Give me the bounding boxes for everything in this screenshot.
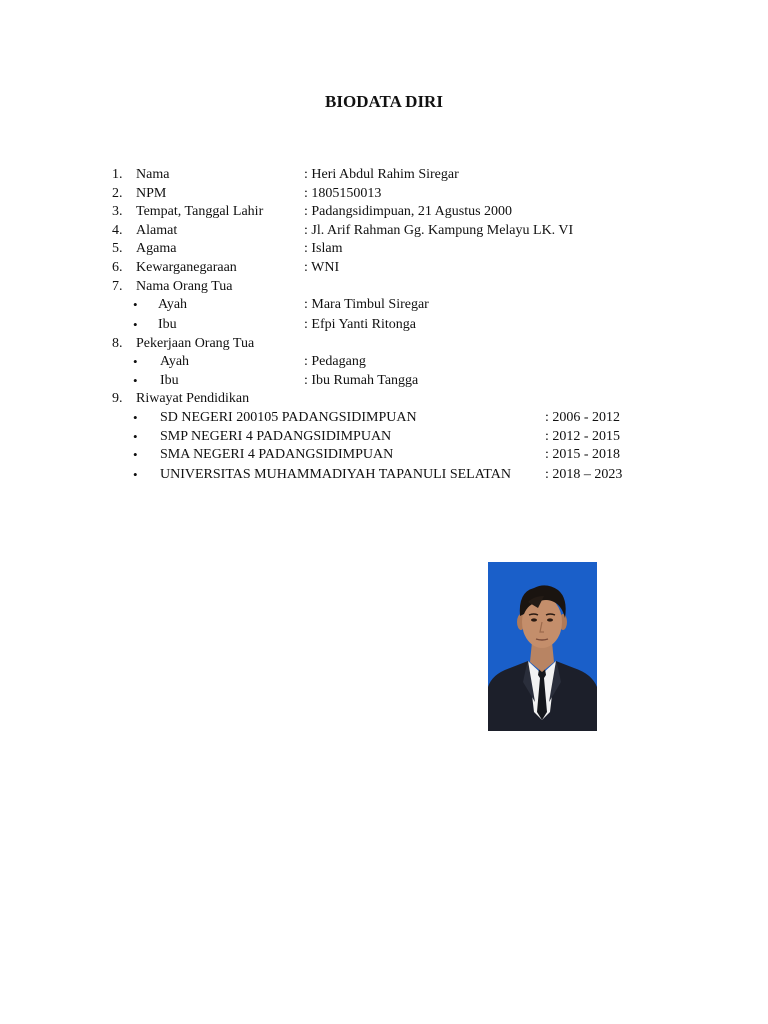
item-value: : Heri Abdul Rahim Siregar	[304, 167, 459, 182]
bullet-icon: •	[133, 373, 138, 388]
portrait-illustration	[488, 562, 597, 731]
bullet-icon: •	[133, 429, 138, 444]
school-years: : 2018 – 2023	[545, 467, 623, 482]
school-name: SMA NEGERI 4 PADANGSIDIMPUAN	[160, 447, 394, 462]
school-years: : 2006 - 2012	[545, 410, 621, 425]
sub-item-label: Ibu	[158, 317, 177, 332]
bullet-icon: •	[133, 467, 138, 482]
bullet-icon: •	[133, 354, 138, 369]
school-years: : 2012 - 2015	[545, 429, 621, 444]
bullet-icon: •	[133, 297, 138, 312]
item-number: 8.	[112, 336, 123, 351]
sub-item-label: Ayah	[160, 354, 190, 369]
school-name: SMP NEGERI 4 PADANGSIDIMPUAN	[160, 429, 392, 444]
page-title: BIODATA DIRI	[325, 92, 443, 111]
item-number: 5.	[112, 241, 123, 256]
item-label: Nama Orang Tua	[136, 279, 233, 294]
item-label: NPM	[136, 186, 167, 201]
sub-item-label: Ibu	[160, 373, 179, 388]
item-number: 7.	[112, 279, 123, 294]
item-label: Agama	[136, 241, 177, 256]
sub-item-label: Ayah	[158, 297, 188, 312]
item-number: 9.	[112, 391, 123, 406]
item-number: 2.	[112, 186, 123, 201]
item-value: : Islam	[304, 241, 343, 256]
school-name: UNIVERSITAS MUHAMMADIYAH TAPANULI SELATAN	[160, 467, 511, 482]
sub-item-value: : Pedagang	[304, 354, 366, 369]
item-number: 1.	[112, 167, 123, 182]
school-name: SD NEGERI 200105 PADANGSIDIMPUAN	[160, 410, 417, 425]
item-label: Kewarganegaraan	[136, 260, 237, 275]
bullet-icon: •	[133, 447, 138, 462]
profile-photo	[488, 562, 597, 731]
bullet-icon: •	[133, 317, 138, 332]
item-value: : Padangsidimpuan, 21 Agustus 2000	[304, 204, 513, 219]
sub-item-value: : Ibu Rumah Tangga	[304, 373, 419, 388]
item-value: : Jl. Arif Rahman Gg. Kampung Melayu LK. VI	[304, 223, 574, 238]
bullet-icon: •	[133, 410, 138, 425]
item-label: Pekerjaan Orang Tua	[136, 336, 255, 351]
item-number: 4.	[112, 223, 123, 238]
item-label: Tempat, Tanggal Lahir	[136, 204, 264, 219]
item-label: Riwayat Pendidikan	[136, 391, 250, 406]
item-number: 3.	[112, 204, 123, 219]
item-value: : 1805150013	[304, 186, 382, 201]
item-number: 6.	[112, 260, 123, 275]
sub-item-value: : Efpi Yanti Ritonga	[304, 317, 417, 332]
item-label: Alamat	[136, 223, 178, 238]
sub-item-value: : Mara Timbul Siregar	[304, 297, 429, 312]
item-label: Nama	[136, 167, 170, 182]
item-value: : WNI	[304, 260, 340, 275]
school-years: : 2015 - 2018	[545, 447, 621, 462]
